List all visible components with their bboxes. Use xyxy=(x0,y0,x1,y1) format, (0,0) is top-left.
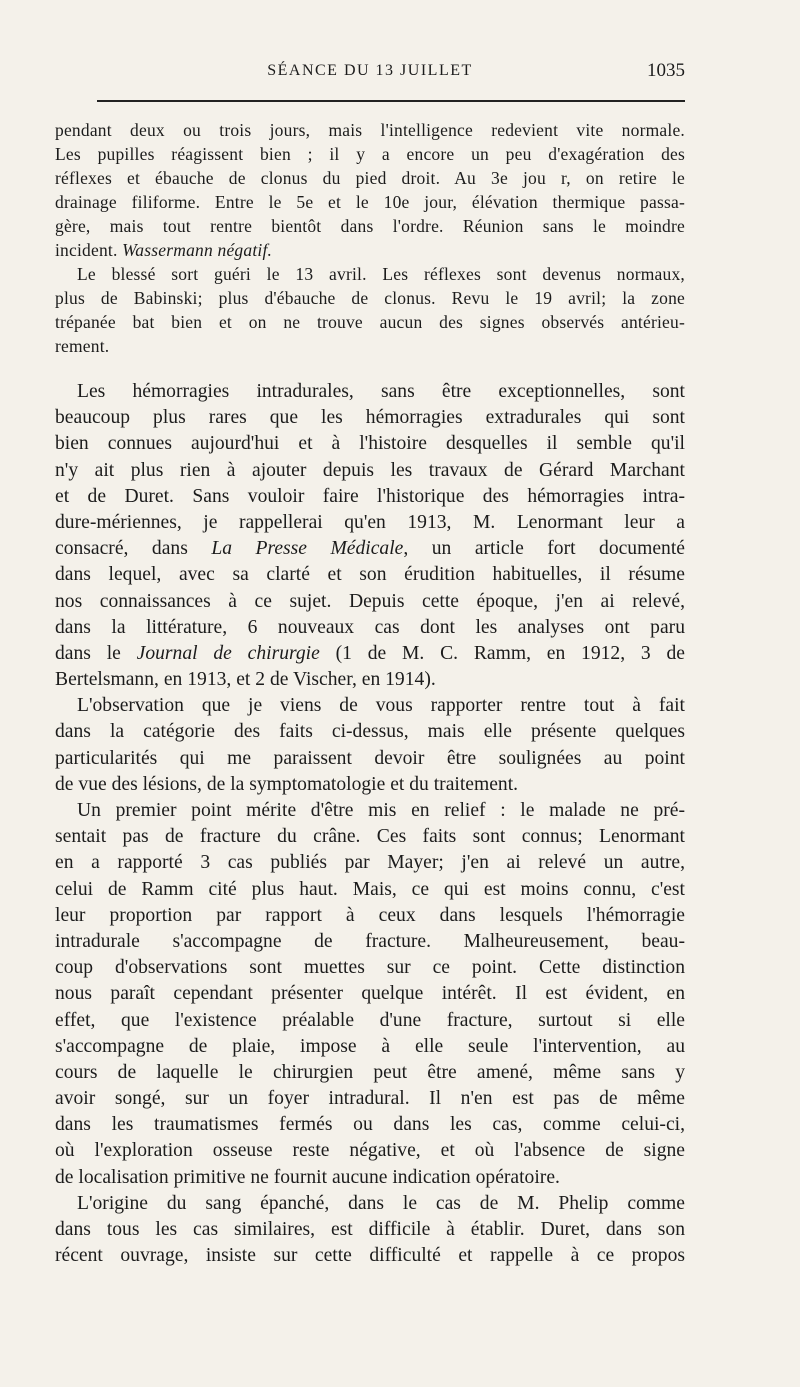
italic-span: La Presse Médicale xyxy=(211,538,404,560)
text-line: dans tous les cas similaires, est difficile à établir. Duret, dans son xyxy=(55,1219,685,1240)
discharge-block xyxy=(55,262,685,358)
text-line: plus de Babinski; plus d'ébauche de clonus. Revu le 19 avril; la zone xyxy=(55,288,685,308)
text-line: nous paraît cependant présenter quelque intérêt. Il est évident, en xyxy=(55,983,685,1005)
body-text xyxy=(55,379,685,1269)
text-line: leur proportion par rapport à ceux dans lesquels l'hémorragie xyxy=(55,904,685,926)
text-line: gère, mais tout rentre bientôt dans l'ordre. Réunion sans le moindre xyxy=(55,216,685,236)
text-line: de localisation primitive ne fournit aucune indication opératoire. xyxy=(55,1166,560,1188)
text-line: et de Duret. Sans vouloir faire l'historique des hémorragies intra- xyxy=(55,485,685,507)
text-line: Les hémorragies intradurales, sans être exceptionnelles, sont xyxy=(77,381,685,402)
text-line: sentait pas de fracture du crâne. Ces faits sont connus; Lenormant xyxy=(55,826,685,848)
text-line: en a rapporté 3 cas publiés par Mayer; j'en ai relevé un autre, xyxy=(55,852,685,874)
text-line: avoir songé, sur un foyer intradural. Il n'en est pas de même xyxy=(55,1088,685,1110)
text-line: de vue des lésions, de la symptomatologie et du traitement. xyxy=(55,773,519,795)
text-line xyxy=(55,536,685,562)
text-line: pendant deux ou trois jours, mais l'intelligence redevient vite normale. xyxy=(55,120,685,140)
text-span: consacré, dans xyxy=(55,538,212,560)
header-rule xyxy=(97,100,685,102)
text-span: , un article fort documenté xyxy=(403,538,685,560)
text-line: coup d'observations sont muettes sur ce point. Cette distinction xyxy=(55,957,685,979)
text-line: trépanée bat bien et on ne trouve aucun des signes observés antérieu- xyxy=(55,312,685,332)
header-title: SÉANCE DU 13 JUILLET xyxy=(267,62,473,79)
italic-span: Wassermann négatif. xyxy=(122,240,273,260)
text-line: n'y ait plus rien à ajouter depuis les travaux de Gérard Marchant xyxy=(55,459,685,481)
text-span: (1 de M. C. Ramm, en 1912, 3 de xyxy=(319,642,685,664)
text-line xyxy=(55,238,685,262)
text-line: effet, que l'existence préalable d'une fracture, surtout si elle xyxy=(55,1009,685,1031)
running-header xyxy=(55,58,685,88)
text-line: drainage filiforme. Entre le 5e et le 10e jour, élévation thermique passa- xyxy=(55,192,685,212)
text-line: dans la littérature, 6 nouveaux cas dont les analyses ont paru xyxy=(55,616,685,638)
text-line: particularités qui me paraissent devoir être soulignées au point xyxy=(55,747,685,769)
observation-block xyxy=(55,118,685,262)
text-line: où l'exploration osseuse reste négative, et où l'absence de signe xyxy=(55,1140,685,1162)
text-line: s'accompagne de plaie, impose à elle seule l'intervention, au xyxy=(55,1035,685,1057)
text-line: celui de Ramm cité plus haut. Mais, ce qui est moins connu, c'est xyxy=(55,878,685,900)
text-line: rement. xyxy=(55,336,110,356)
text-line: intradurale s'accompagne de fracture. Malheureusement, beau- xyxy=(55,930,685,952)
text-line: réflexes et ébauche de clonus du pied droit. Au 3e jou r, on retire le xyxy=(55,168,685,188)
text-line: L'observation que je viens de vous rapporter rentre tout à fait xyxy=(77,695,685,717)
text-line: L'origine du sang épanché, dans le cas de M. Phelip comme xyxy=(77,1192,685,1214)
text-line: dans la catégorie des faits ci-dessus, mais elle présente quelques xyxy=(55,721,685,743)
text-line: Un premier point mérite d'être mis en relief : le malade ne pré- xyxy=(77,800,685,821)
text-line: bien connues aujourd'hui et à l'histoire desquelles il semble qu'il xyxy=(55,433,685,455)
text-line: Le blessé sort guéri le 13 avril. Les réflexes sont devenus normaux, xyxy=(77,264,685,284)
text-line: cours de laquelle le chirurgien peut être amené, même sans y xyxy=(55,1061,685,1083)
text-line: récent ouvrage, insiste sur cette difficulté et rappelle à ce propos xyxy=(55,1245,685,1267)
page-number: 1035 xyxy=(647,60,685,81)
text-line: dans lequel, avec sa clarté et son érudition habituelles, il résume xyxy=(55,564,685,586)
italic-span: Journal de chirurgie xyxy=(136,642,320,664)
text-line: dans les traumatismes fermés ou dans les cas, comme celui-ci, xyxy=(55,1114,685,1136)
text-line xyxy=(55,641,685,667)
text-line: dure-mériennes, je rappellerai qu'en 1913, M. Lenormant leur a xyxy=(55,511,685,533)
text-line: beaucoup plus rares que les hémorragies extradurales qui sont xyxy=(55,407,685,429)
text-line: Bertelsmann, en 1913, et 2 de Vischer, en 1914). xyxy=(55,669,436,691)
text-span: incident. xyxy=(55,240,123,260)
text-line: Les pupilles réagissent bien ; il y a encore un peu d'exagération des xyxy=(55,144,685,164)
text-span: dans le xyxy=(55,642,137,664)
text-line: nos connaissances à ce sujet. Depuis cette époque, j'en ai relevé, xyxy=(55,590,685,612)
